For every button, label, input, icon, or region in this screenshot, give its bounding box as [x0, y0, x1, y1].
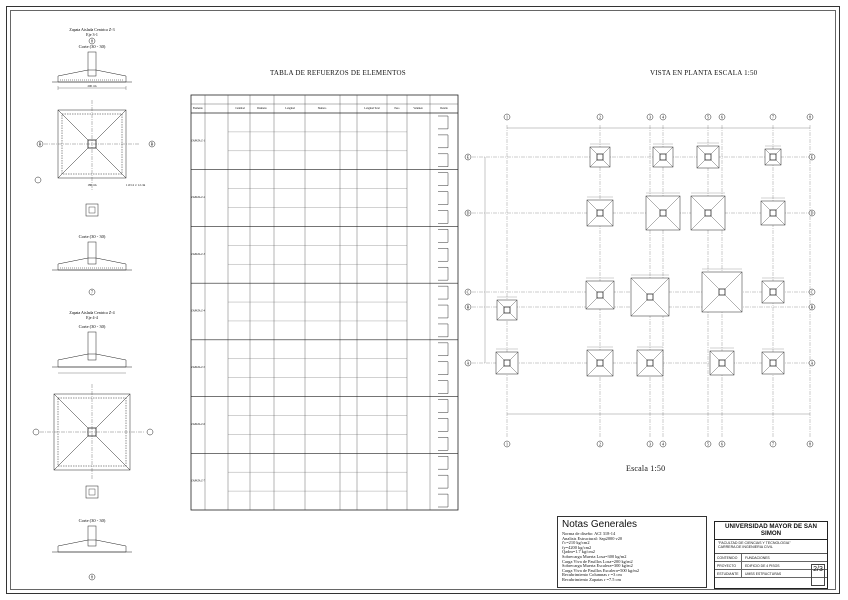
tb-key: PROYECTO — [715, 562, 742, 569]
notes-lines — [562, 532, 702, 583]
plan-title: VISTA EN PLANTA ESCALA 1:50 — [650, 69, 758, 77]
table-header-cell: Peso — [394, 107, 400, 110]
dim-b-label: 180 cm — [87, 183, 97, 187]
note-line: Carga Viva de Pasillos Losa=200 kg/m2 — [562, 558, 633, 564]
plan-footing — [710, 348, 734, 375]
footing-column — [597, 360, 603, 366]
title-block — [714, 521, 828, 589]
plan-col-label: 8 — [809, 441, 811, 447]
plan-col-label: 4 — [662, 114, 664, 120]
table-header-cell: Volumen — [413, 107, 423, 110]
plan-footing — [765, 146, 781, 165]
plan-col-label: 2 — [599, 441, 601, 447]
general-notes — [557, 516, 707, 588]
plan-col-label: 1 — [506, 114, 508, 120]
plan-footing — [762, 349, 784, 374]
plan-row-label: C — [466, 289, 470, 295]
plan-row-label: A — [466, 360, 470, 366]
table-header-cell: Elemento — [193, 107, 203, 110]
plan-row-label: E — [466, 154, 470, 160]
note-line: fy=4200 kg/cm2 — [562, 544, 592, 550]
table-title: TABLA DE REFUERZOS DE ELEMENTOS — [270, 69, 406, 77]
table-header-cell: Cantidad — [235, 107, 245, 110]
cut3-label: Corte (30 - 30) — [78, 324, 106, 329]
detail1-title: Zapata Aislada Centrica Z-3 — [69, 27, 115, 32]
plan-footing — [587, 197, 613, 226]
plan-footing — [762, 278, 784, 303]
tb-key: ESTUDIANTE — [715, 570, 742, 577]
footing-column — [504, 307, 510, 313]
plan-footing — [586, 278, 614, 309]
axis-mid-label: 7 — [91, 289, 93, 295]
plan-col-label: 5 — [707, 441, 709, 447]
detail2-title: Zapata Aislada Centrica Z-4 — [69, 310, 115, 315]
footing-column — [719, 289, 725, 295]
table-group-label: ZAPATA Z-5 — [191, 366, 205, 370]
plan-footing — [590, 144, 610, 167]
footing-column — [719, 360, 725, 366]
plan-col-label: 3 — [649, 441, 651, 447]
detail1-subtitle: Eje 3-1 — [86, 32, 98, 37]
footing-column — [705, 210, 711, 216]
table-group-label: ZAPATA Z-3 — [191, 252, 205, 256]
plan-row-label: C — [810, 289, 814, 295]
axis-right-label: B — [150, 141, 154, 147]
plan-row-label: B — [810, 304, 814, 310]
plan-scale-label: Escala 1:50 — [626, 464, 666, 473]
axis-bot-label: 8 — [91, 574, 93, 580]
tb-value: UMSS ESTRUCTURAS — [745, 571, 782, 576]
footing-column — [770, 360, 776, 366]
faculty-info — [715, 540, 827, 554]
plan-col-label: 8 — [809, 114, 811, 120]
note-line: Recubrimiento Columnas r =3 cm — [562, 572, 622, 578]
plan-footing — [761, 198, 785, 225]
footing-column — [647, 360, 653, 366]
plan-footing — [631, 275, 669, 316]
plan-footing — [497, 297, 517, 320]
axis-top-label: 8 — [91, 38, 93, 44]
table-group-label: ZAPATA Z-2 — [191, 196, 205, 200]
plan-col-label: 1 — [506, 441, 508, 447]
footing-column — [597, 292, 603, 298]
plan-col-label: 2 — [599, 114, 601, 120]
plan-col-label: 3 — [649, 114, 651, 120]
plan-col-label: 6 — [721, 114, 723, 120]
table-group-label: ZAPATA Z-1 — [191, 139, 205, 143]
table-header-cell: Longitud — [285, 107, 295, 110]
table-group-label: ZAPATA Z-6 — [191, 422, 205, 426]
plan-row-label: B — [466, 304, 470, 310]
note-line: f'c=210 kg/cm2 — [562, 540, 590, 546]
plan-footing — [637, 347, 663, 376]
note-line: Qadm=1.7 kg/cm2 — [562, 549, 595, 555]
footing-column — [647, 294, 653, 300]
tb-key: CONTENIDO — [715, 554, 742, 561]
plan-col-label: 6 — [721, 441, 723, 447]
cut4-label: Corte (30 - 30) — [78, 518, 106, 523]
footing-column — [504, 360, 510, 366]
plan-col-label: 4 — [662, 441, 664, 447]
tb-row-contenido — [715, 554, 827, 562]
tb-value: EDIFICIO DE 4 PISOS — [745, 563, 780, 568]
career-name: CARRERA DE INGENIERIA CIVIL — [718, 545, 773, 549]
table-header-cell: Numero — [317, 107, 327, 110]
plan-footing — [691, 193, 725, 230]
bar-label: 1 Ø 12 c/ 12 cm — [126, 183, 146, 187]
plan-footing — [646, 193, 680, 230]
cut1-label: Corte (30 - 30) — [78, 44, 106, 49]
table-group-label: ZAPATA Z-7 — [191, 479, 205, 483]
plan-col-label: 5 — [707, 114, 709, 120]
notes-heading: Notas Generales — [562, 519, 638, 530]
table-header-cell: Longitud Total — [364, 107, 380, 110]
plan-row-label: E — [810, 154, 814, 160]
footing-column — [705, 154, 711, 160]
footing-column — [597, 210, 603, 216]
plan-row-label: A — [810, 360, 814, 366]
plan-footing — [653, 144, 673, 167]
table-header-cell: Diametro — [257, 107, 267, 110]
footing-column — [660, 154, 666, 160]
plan-row-label: D — [466, 210, 470, 216]
plan-footing — [697, 143, 719, 168]
footing-column — [770, 154, 776, 160]
axis-left-label: B — [38, 141, 42, 147]
note-line: Analisis Estructural: Sap2000 v20 — [562, 535, 623, 541]
university-name: UNIVERSIDAD MAYOR DE SAN SIMON — [715, 522, 827, 540]
footing-column — [597, 154, 603, 160]
table-header-cell: Detalle — [440, 107, 448, 110]
table-group-label: ZAPATA Z-4 — [191, 309, 205, 313]
footing-column — [660, 210, 666, 216]
dim-a-label: 200 cm — [87, 84, 97, 88]
note-line: Sobrecarga Muerta Losa=300 kg/m2 — [562, 553, 627, 559]
plan-col-label: 7 — [772, 441, 774, 447]
note-line: Carga Viva de Pasillos Escalera=500 kg/m2 — [562, 567, 640, 573]
note-line: Recubrimiento Zapatas r =7.5 cm — [562, 576, 621, 582]
plan-footing — [702, 269, 742, 312]
plan-row-label: D — [810, 210, 814, 216]
footing-column — [770, 210, 776, 216]
cut2-label: Corte (30 - 30) — [78, 234, 106, 239]
plan-footing — [496, 349, 518, 374]
detail2-subtitle: Eje 4-4 — [86, 315, 98, 320]
tb-value: FUNDACIONES — [745, 555, 770, 560]
note-line: Sobrecarga Muerta Escalera=300 kg/m2 — [562, 563, 633, 569]
sheet-number: 2/3 — [811, 564, 825, 586]
note-line: Norma de diseño: ACI 318-14 — [562, 531, 616, 536]
footing-column — [770, 289, 776, 295]
faculty-name: "FACULTAD DE CIENCIAS Y TECNOLOGIA" — [718, 541, 791, 545]
plan-footing — [587, 347, 613, 376]
plan-col-label: 7 — [772, 114, 774, 120]
